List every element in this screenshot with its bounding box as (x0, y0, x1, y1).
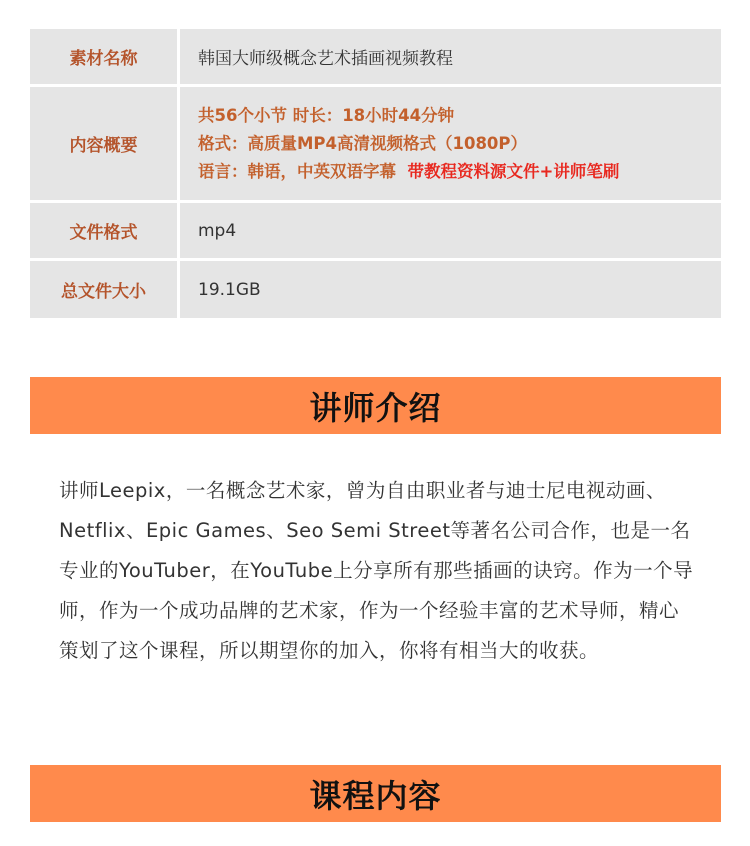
label-content-summary: 内容概要 (30, 87, 177, 200)
row-file-format (30, 203, 721, 258)
row-content-summary (30, 87, 721, 200)
summary-highlight: 带教程资料源文件+讲师笔刷 (407, 161, 620, 181)
row-file-size (30, 261, 721, 318)
instructor-section-title: 讲师介绍 (309, 388, 442, 427)
instructor-section-header (30, 377, 721, 434)
label-material-name: 素材名称 (30, 29, 177, 84)
value-content-summary (180, 87, 721, 200)
value-file-format: mp4 (180, 203, 721, 258)
row-material-name (30, 29, 721, 84)
summary-format: 格式：高质量MP4高清视频格式（1080P） (198, 133, 528, 153)
value-file-size: 19.1GB (180, 261, 721, 318)
summary-language-text: 语言：韩语，中英双语字幕 (198, 161, 396, 181)
label-file-format: 文件格式 (30, 203, 177, 258)
course-section-header (30, 765, 721, 822)
course-section-title: 课程内容 (309, 776, 442, 815)
summary-language (198, 158, 721, 186)
label-file-size: 总文件大小 (30, 261, 177, 318)
value-material-name: 韩国大师级概念艺术插画视频教程 (180, 29, 721, 84)
summary-duration: 共56个小节 时长：18小时44分钟 (198, 105, 455, 125)
instructor-bio: 讲师Leepix，一名概念艺术家，曾为自由职业者与迪士尼电视动画、Netflix、Epic Games、Seo Semi Street等著名公司合作，也是一名专业的YouTuber，在YouTube上分享所有那些插画的诀窍。作为一个导师，作为一个成功品牌的艺术家，作为一个经验丰富的艺术导师，精心策划了这个课程，所以期望你的加入，你将有相当大的收获。 (59, 479, 694, 662)
